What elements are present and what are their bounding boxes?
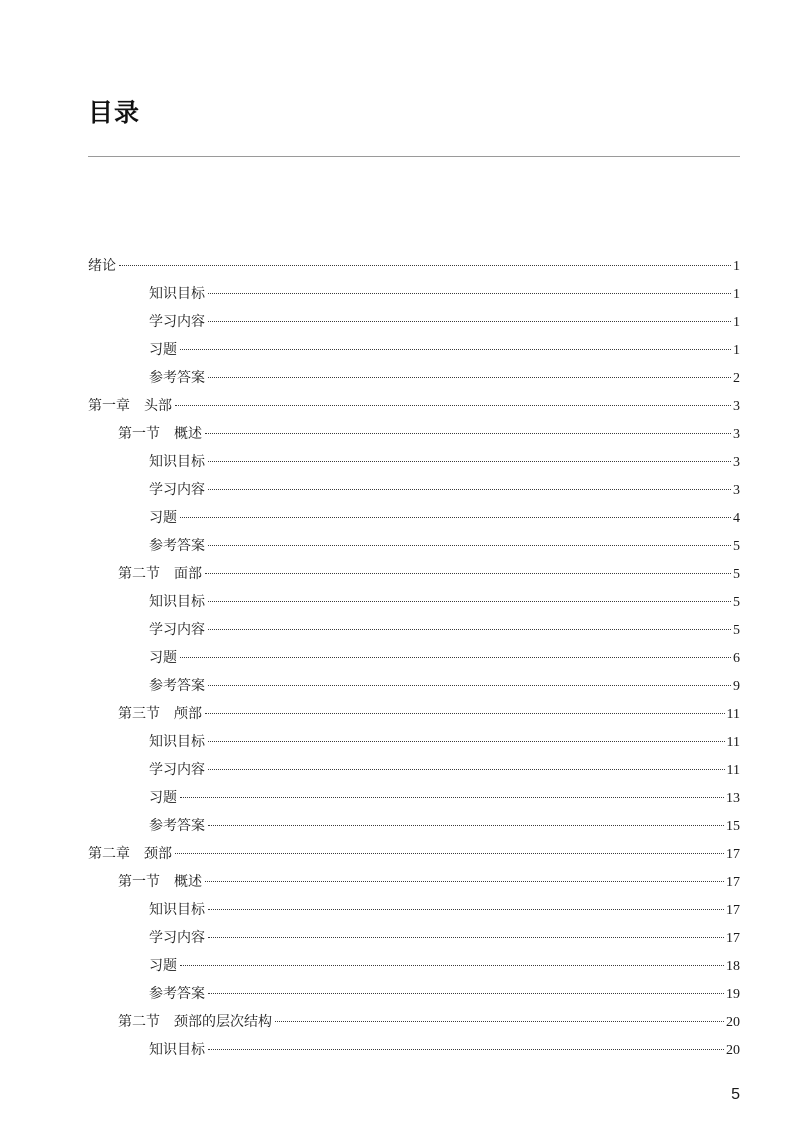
toc-entry[interactable] xyxy=(88,756,740,784)
toc-entry-page: 17 xyxy=(726,875,740,890)
dot-leader xyxy=(208,460,731,462)
toc-entry-page: 1 xyxy=(733,259,740,274)
toc-entry-title: 知识目标 xyxy=(149,734,205,750)
dot-leader xyxy=(208,908,724,910)
toc-entry-page: 17 xyxy=(726,931,740,946)
toc-entry-title: 第一章 头部 xyxy=(88,398,172,414)
toc-entry-page: 5 xyxy=(733,623,740,638)
toc-entry-title: 学习内容 xyxy=(149,762,205,778)
dot-leader xyxy=(205,880,724,882)
toc-entry-title: 第二章 颈部 xyxy=(88,846,172,862)
toc-entry[interactable] xyxy=(88,308,740,336)
toc-entry-title: 学习内容 xyxy=(149,482,205,498)
toc-entry-page: 1 xyxy=(733,343,740,358)
toc-entry-page: 3 xyxy=(733,427,740,442)
toc-entry-title: 参考答案 xyxy=(149,986,205,1002)
dot-leader xyxy=(208,320,731,322)
table-of-contents xyxy=(88,252,740,1064)
toc-entry[interactable] xyxy=(88,896,740,924)
toc-entry[interactable] xyxy=(88,812,740,840)
toc-entry-page: 11 xyxy=(726,735,740,750)
toc-entry-title: 学习内容 xyxy=(149,930,205,946)
title-divider xyxy=(88,156,740,157)
toc-entry-title: 参考答案 xyxy=(149,818,205,834)
dot-leader xyxy=(208,824,724,826)
toc-entry-page: 5 xyxy=(733,539,740,554)
toc-entry-page: 4 xyxy=(733,511,740,526)
dot-leader xyxy=(180,656,731,658)
dot-leader xyxy=(175,852,724,854)
toc-entry-title: 学习内容 xyxy=(149,314,205,330)
toc-entry[interactable] xyxy=(88,364,740,392)
toc-entry-title: 参考答案 xyxy=(149,678,205,694)
dot-leader xyxy=(208,768,725,770)
toc-entry-title: 参考答案 xyxy=(149,538,205,554)
toc-entry[interactable] xyxy=(88,560,740,588)
toc-entry[interactable] xyxy=(88,924,740,952)
dot-leader xyxy=(275,1020,724,1022)
toc-entry-page: 2 xyxy=(733,371,740,386)
toc-entry-page: 3 xyxy=(733,399,740,414)
dot-leader xyxy=(205,572,731,574)
toc-entry[interactable] xyxy=(88,588,740,616)
toc-entry[interactable] xyxy=(88,448,740,476)
toc-entry[interactable] xyxy=(88,504,740,532)
toc-entry[interactable] xyxy=(88,280,740,308)
dot-leader xyxy=(208,376,731,378)
toc-entry-page: 11 xyxy=(726,763,740,778)
toc-entry[interactable] xyxy=(88,644,740,672)
dot-leader xyxy=(175,404,731,406)
toc-entry-page: 9 xyxy=(733,679,740,694)
dot-leader xyxy=(208,544,731,546)
dot-leader xyxy=(208,488,731,490)
dot-leader xyxy=(208,740,725,742)
toc-entry[interactable] xyxy=(88,784,740,812)
toc-entry[interactable] xyxy=(88,868,740,896)
toc-entry[interactable] xyxy=(88,336,740,364)
toc-entry-title: 学习内容 xyxy=(149,622,205,638)
toc-entry-title: 绪论 xyxy=(88,258,116,274)
toc-entry-title: 习题 xyxy=(149,342,177,358)
toc-entry-page: 18 xyxy=(726,959,740,974)
toc-entry-page: 11 xyxy=(726,707,740,722)
toc-entry-title: 习题 xyxy=(149,650,177,666)
dot-leader xyxy=(119,264,731,266)
dot-leader xyxy=(208,992,724,994)
dot-leader xyxy=(208,628,731,630)
toc-entry[interactable] xyxy=(88,616,740,644)
toc-entry-title: 习题 xyxy=(149,958,177,974)
dot-leader xyxy=(180,348,731,350)
toc-entry-page: 20 xyxy=(726,1015,740,1030)
toc-entry-page: 5 xyxy=(733,595,740,610)
toc-entry-page: 15 xyxy=(726,819,740,834)
toc-entry[interactable] xyxy=(88,392,740,420)
toc-entry-title: 习题 xyxy=(149,510,177,526)
toc-entry-title: 习题 xyxy=(149,790,177,806)
toc-entry-title: 知识目标 xyxy=(149,454,205,470)
toc-entry[interactable] xyxy=(88,980,740,1008)
toc-entry-page: 5 xyxy=(733,567,740,582)
page-number: 5 xyxy=(731,1086,740,1103)
toc-entry[interactable] xyxy=(88,252,740,280)
toc-entry[interactable] xyxy=(88,1008,740,1036)
dot-leader xyxy=(208,600,731,602)
toc-entry[interactable] xyxy=(88,476,740,504)
dot-leader xyxy=(208,1048,724,1050)
toc-entry[interactable] xyxy=(88,728,740,756)
toc-entry-title: 知识目标 xyxy=(149,286,205,302)
toc-entry-page: 20 xyxy=(726,1043,740,1058)
toc-entry[interactable] xyxy=(88,840,740,868)
toc-entry-title: 知识目标 xyxy=(149,1042,205,1058)
page-title: 目录 xyxy=(88,98,141,127)
toc-entry-title: 知识目标 xyxy=(149,902,205,918)
toc-entry-page: 1 xyxy=(733,287,740,302)
toc-entry-page: 3 xyxy=(733,483,740,498)
toc-entry-title: 第一节 概述 xyxy=(118,874,202,890)
toc-entry-title: 第一节 概述 xyxy=(118,426,202,442)
toc-entry[interactable] xyxy=(88,952,740,980)
dot-leader xyxy=(180,796,724,798)
toc-entry-page: 17 xyxy=(726,847,740,862)
dot-leader xyxy=(180,964,724,966)
toc-entry[interactable] xyxy=(88,532,740,560)
toc-entry-title: 第二节 面部 xyxy=(118,566,202,582)
toc-entry-title: 第三节 颅部 xyxy=(118,706,202,722)
toc-entry-title: 第二节 颈部的层次结构 xyxy=(118,1014,272,1030)
dot-leader xyxy=(180,516,731,518)
dot-leader xyxy=(208,936,724,938)
dot-leader xyxy=(205,712,725,714)
toc-entry-page: 19 xyxy=(726,987,740,1002)
toc-entry-title: 参考答案 xyxy=(149,370,205,386)
toc-entry-page: 17 xyxy=(726,903,740,918)
toc-entry-page: 3 xyxy=(733,455,740,470)
toc-entry-title: 知识目标 xyxy=(149,594,205,610)
toc-entry[interactable] xyxy=(88,1036,740,1064)
dot-leader xyxy=(205,432,731,434)
dot-leader xyxy=(208,292,731,294)
dot-leader xyxy=(208,684,731,686)
toc-entry[interactable] xyxy=(88,672,740,700)
toc-entry[interactable] xyxy=(88,700,740,728)
toc-entry-page: 6 xyxy=(733,651,740,666)
toc-entry-page: 1 xyxy=(733,315,740,330)
toc-entry[interactable] xyxy=(88,420,740,448)
toc-entry-page: 13 xyxy=(726,791,740,806)
